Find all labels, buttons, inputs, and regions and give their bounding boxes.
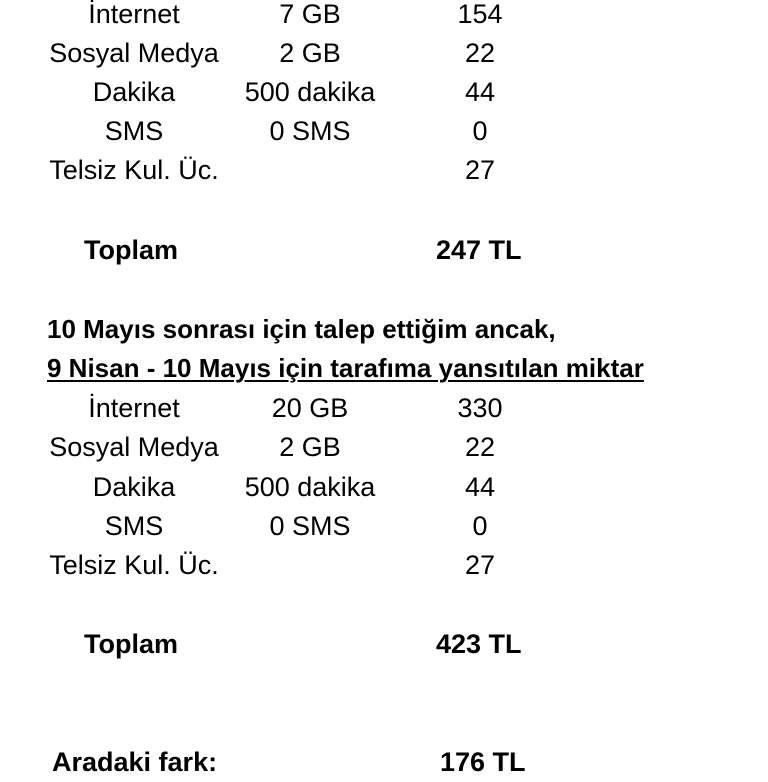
item-price: 27: [464, 550, 496, 580]
item-label: Dakika: [92, 77, 176, 107]
item-price: 22: [464, 38, 496, 68]
total-value: 247 TL: [436, 235, 522, 265]
table-row: [0, 72, 768, 112]
item-price: 44: [464, 472, 496, 502]
total-row: [0, 624, 768, 664]
item-price: 0: [472, 511, 488, 541]
item-amount: 20 GB: [271, 393, 349, 423]
item-price: 330: [457, 393, 503, 423]
item-label: İnternet: [88, 393, 180, 423]
total-value: 423 TL: [436, 629, 522, 659]
item-label: Sosyal Medya: [49, 432, 219, 462]
item-amount: 0 SMS: [269, 116, 351, 146]
section-subheading: 9 Nisan - 10 Mayıs için tarafıma yansıtılan miktar: [47, 353, 644, 383]
difference-row: [0, 742, 768, 782]
table-row: [0, 467, 768, 507]
difference-value: 176 TL: [440, 747, 526, 777]
section-heading: 10 Mayıs sonrası için talep ettiğim ancak,: [47, 314, 556, 344]
table-row: [0, 388, 768, 428]
item-amount: 2 GB: [279, 38, 341, 68]
item-amount: 2 GB: [279, 432, 341, 462]
total-row: [0, 230, 768, 270]
item-label: Telsiz Kul. Üc.: [49, 155, 219, 185]
difference-label: Aradaki fark:: [52, 747, 218, 777]
table-row: [0, 33, 768, 73]
total-label: Toplam: [84, 235, 178, 265]
table-row: [0, 111, 768, 151]
table-row: [0, 0, 768, 34]
item-label: Telsiz Kul. Üc.: [49, 550, 219, 580]
item-price: 44: [464, 77, 496, 107]
item-label: Sosyal Medya: [49, 38, 219, 68]
item-price: 0: [472, 116, 488, 146]
table-row: [0, 545, 768, 585]
table-row: [0, 506, 768, 546]
item-price: 22: [464, 432, 496, 462]
item-label: Dakika: [92, 472, 176, 502]
item-price: 27: [464, 155, 496, 185]
item-amount: 0 SMS: [269, 511, 351, 541]
item-label: İnternet: [88, 0, 180, 29]
item-price: 154: [457, 0, 503, 29]
item-amount: 7 GB: [279, 0, 341, 29]
table-row: [0, 150, 768, 190]
item-amount: 500 dakika: [244, 472, 376, 502]
item-label: SMS: [104, 511, 164, 541]
total-label: Toplam: [84, 629, 178, 659]
item-label: SMS: [104, 116, 164, 146]
table-row: [0, 427, 768, 467]
item-amount: 500 dakika: [244, 77, 376, 107]
